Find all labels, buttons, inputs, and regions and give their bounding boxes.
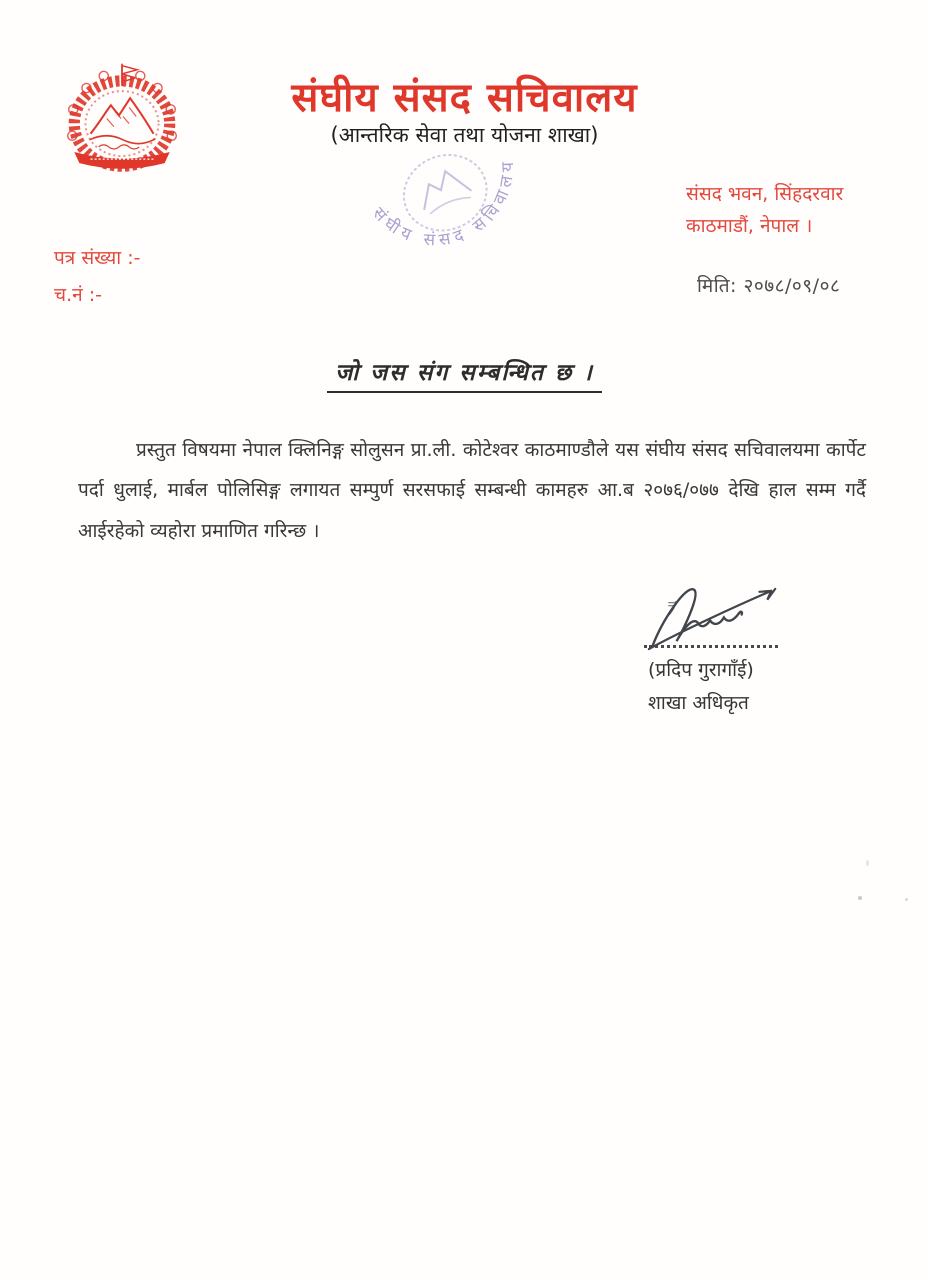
scan-speck bbox=[905, 898, 908, 901]
letter-number-label: पत्र संख्या :- bbox=[54, 247, 141, 269]
scan-speck bbox=[866, 860, 869, 866]
subject-line bbox=[0, 355, 929, 393]
signatory-designation: शाखा अधिकृत bbox=[648, 691, 749, 714]
official-round-stamp bbox=[352, 140, 547, 270]
signature-handwriting bbox=[638, 580, 796, 654]
scan-speck bbox=[858, 896, 862, 900]
date-value: २०७८/०९/०८ bbox=[743, 275, 841, 297]
date-line bbox=[697, 272, 840, 298]
organization-title: संघीय संसद सचिवालय bbox=[291, 75, 638, 121]
svg-text:संघीय संसद सचिवालय bbox=[366, 150, 541, 270]
department-subtitle: (आन्तरिक सेवा तथा योजना शाखा) bbox=[330, 123, 599, 147]
subject-text: जो जस संग सम्बन्धित छ । bbox=[327, 355, 602, 393]
address-line-1: संसद भवन, सिंहदरवार bbox=[686, 183, 844, 205]
signature-dotted-line bbox=[644, 645, 778, 648]
signature-block bbox=[636, 580, 846, 719]
stamp-text: संघीय संसद सचिवालय bbox=[368, 156, 519, 251]
signatory-name: (प्रदिप गुरागाँई) bbox=[648, 659, 754, 681]
dispatch-number-label: च.नं :- bbox=[54, 284, 102, 307]
address-line-2: काठमाडौं, नेपाल । bbox=[686, 214, 813, 237]
letterhead bbox=[0, 76, 929, 149]
address-block bbox=[686, 179, 843, 243]
body-paragraph: प्रस्तुत विषयमा नेपाल क्लिनिङ्ग सोलुसन प्रा.ली. कोटेश्वर काठमाण्डौले यस संघीय संसद सचिवालयमा कार्पेट पर्दा धुलाई, मार्बल पोलिसिङ्ग लगायत सम्पुर्ण सरसफाई सम्बन्धी कामहरु आ.ब २०७६/०७७ देखि हाल सम्म गर्दै आईरहेको व्यहोरा प्रमाणित गरिन्छ । bbox=[78, 439, 866, 542]
date-label: मिति: bbox=[697, 275, 737, 297]
reference-block bbox=[54, 240, 141, 314]
